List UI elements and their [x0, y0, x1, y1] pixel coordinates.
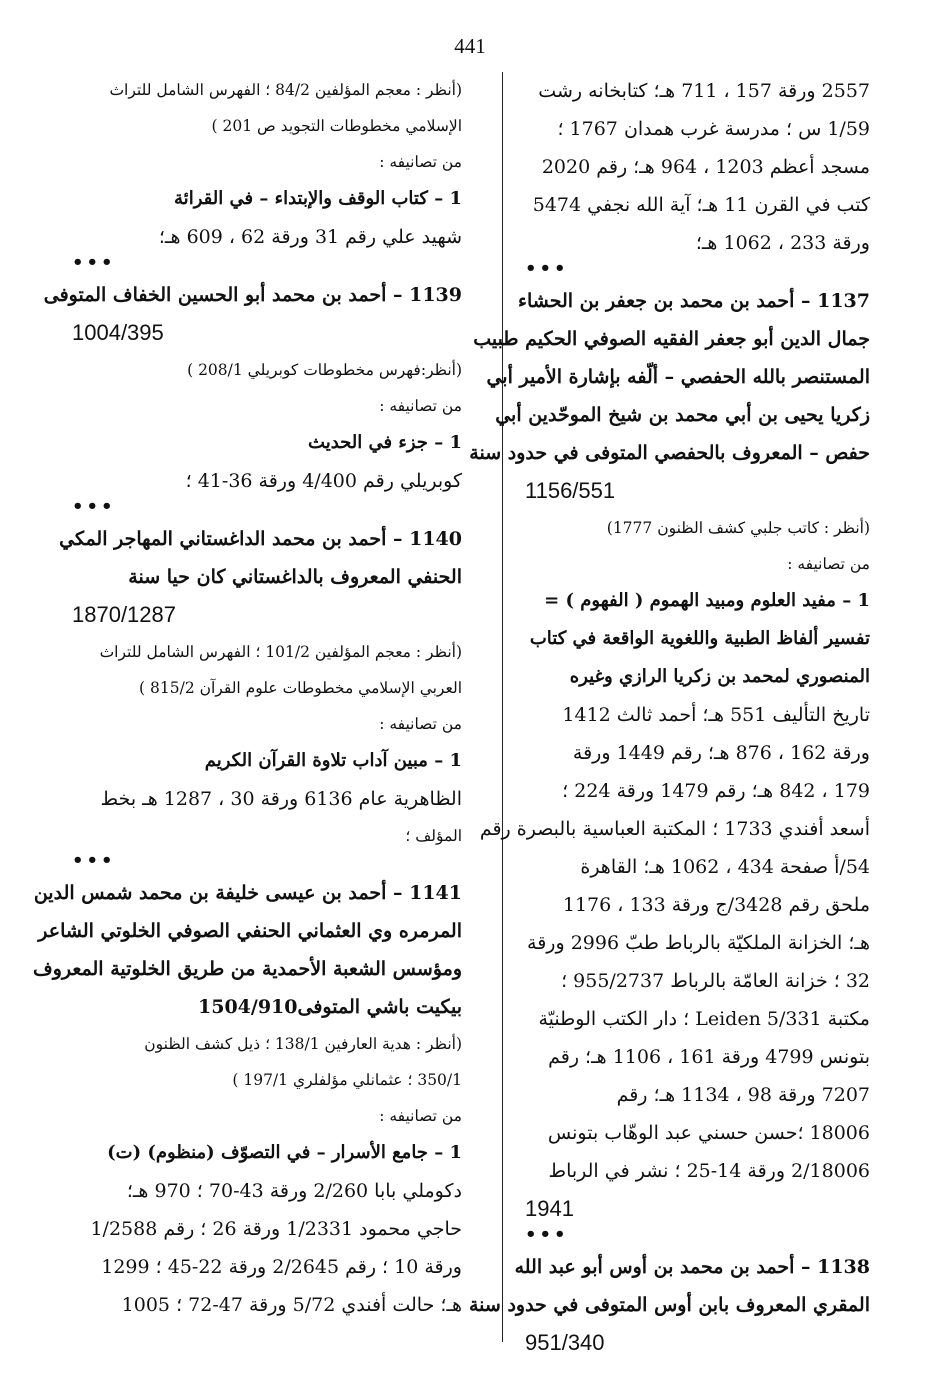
entry-heading-line: 1138 – أحمد بن محمد بن أوس أبو عبد الله [514, 1256, 870, 1278]
entry-heading-line: المرمره وي العثماني الحنفي الصوفي الخلوتي الشاعر [38, 920, 462, 942]
text-line: 1941 [525, 1196, 574, 1221]
text-line: مسجد أعظم 1203 ، 964 هـ؛ رقم 2020 [541, 156, 870, 178]
text-line: من تصانيفه : [787, 555, 870, 573]
text-line: (أنظر:فهرس مخطوطات كوبريلي 208/1 ) [187, 361, 462, 379]
text-line: الإسلامي مخطوطات التجويد ص 201 ) [211, 117, 462, 135]
entry-heading-line: حفص – المعروف بالحفصي المتوفى في حدود سنة [469, 442, 870, 464]
text-line: ملحق رقم 3428/ج ورقة 133 ، 1176 [562, 894, 870, 916]
work-title-line: المنصوري لمحمد بن زكريا الرازي وغيره [569, 666, 870, 687]
text-line: هـ؛ الخزانة الملكيّة بالرباط طبّ 2996 ورقة [527, 932, 870, 954]
entry-heading-line: الحنفي المعروف بالداغستاني كان حيا سنة [128, 566, 462, 588]
text-line: من تصانيفه : [379, 153, 462, 171]
column-divider [502, 72, 503, 1342]
text-line: 179 ، 842 هـ؛ رقم 1479 ورقة 224 ؛ [562, 780, 870, 802]
entry-heading-line: 1140 – أحمد بن محمد الداغستاني المهاجر المكي [59, 528, 462, 550]
text-line: الظاهرية عام 6136 ورقة 30 ، 1287 هـ بخط [100, 788, 462, 810]
entry-heading-line: المقري المعروف بابن أوس المتوفى في حدود سنة [468, 1294, 870, 1316]
entry-heading-line: بيكيت باشي المتوفى1504/910 [198, 996, 462, 1018]
text-line: ورقة 10 ؛ رقم 2/2645 ورقة 22-45 ؛ 1299 [101, 1256, 462, 1278]
section-separator: ••• [525, 1224, 569, 1245]
work-title-line: تفسير ألفاظ الطبية واللغوية الواقعة في كتاب [529, 628, 870, 649]
left-column [33, 72, 462, 1324]
text-line: 1870/1287 [72, 602, 176, 627]
text-line: شهيد علي رقم 31 ورقة 62 ، 609 هـ؛ [158, 226, 462, 248]
text-line: حاجي محمود 1/2331 ورقة 26 ؛ رقم 1/2588 [90, 1218, 462, 1240]
page-number: 441 [454, 34, 486, 58]
text-line: 54/أ صفحة 434 ، 1062 هـ؛ القاهرة [580, 856, 870, 878]
text-line: 1004/395 [72, 320, 164, 345]
section-separator: ••• [72, 252, 116, 273]
text-line: بتونس 4799 ورقة 161 ، 1106 هـ؛ رقم [548, 1046, 870, 1068]
text-line: (أنظر : معجم المؤلفين 84/2 ؛ الفهرس الشامل للتراث [109, 81, 462, 99]
text-line: تاريخ التأليف 551 هـ؛ أحمد ثالث 1412 [562, 704, 870, 726]
entry-heading-line: ومؤسس الشعبة الأحمدية من طريق الخلوتية المعروف [33, 958, 462, 980]
work-title-line: 1 – مفيد العلوم ومبيد الهموم ( الفهوم ) = [544, 590, 870, 611]
section-separator: ••• [525, 258, 569, 279]
entry-heading-line: 1139 – أحمد بن محمد أبو الحسين الخفاف المتوفى [43, 284, 462, 306]
text-line: ورقة 233 ، 1062 هـ؛ [695, 232, 870, 254]
text-line: 32 ؛ خزانة العامّة بالرباط 955/2737 ؛ [561, 970, 870, 992]
text-line: ورقة 162 ، 876 هـ؛ رقم 1449 ورقة [572, 742, 870, 764]
text-line: من تصانيفه : [379, 715, 462, 733]
right-column [468, 72, 870, 1362]
text-line: كتب في القرن 11 هـ؛ آية الله نجفي 5474 [532, 194, 870, 216]
entry-heading-line: المستنصر بالله الحفصي – ألّفه بإشارة الأمير أبي [486, 366, 870, 388]
work-title-line: 1 – جامع الأسرار – في التصوّف (منظوم) (ت) [107, 1142, 462, 1163]
text-line: العربي الإسلامي مخطوطات علوم القرآن 815/2 ) [139, 679, 462, 697]
work-title-line: 1 – كتاب الوقف والإبتداء – في القرائة [174, 188, 462, 209]
text-line: من تصانيفه : [379, 1107, 462, 1125]
text-line: من تصانيفه : [379, 397, 462, 415]
entry-heading-line: 1141 – أحمد بن عيسى خليفة بن محمد شمس الدين [33, 882, 462, 904]
text-line: 2/18006 ورقة 14-25 ؛ نشر في الرباط [548, 1160, 870, 1182]
entry-heading-line: 1137 – أحمد بن محمد بن جعفر بن الحشاء [518, 290, 870, 312]
text-line: 951/340 [525, 1330, 605, 1355]
text-line: كوبريلي رقم 4/400 ورقة 36-41 ؛ [185, 470, 462, 492]
section-separator: ••• [72, 850, 116, 871]
text-line: (أنظر : هدية العارفين 138/1 ؛ ذيل كشف الظنون [144, 1035, 462, 1053]
text-line: هـ؛ حالت أفندي 5/72 ورقة 47-72 ؛ 1005 [121, 1294, 462, 1316]
work-title-line: 1 – جزء في الحديث [308, 432, 462, 453]
entry-heading-line: زكريا يحيى بن أبي محمد بن شيخ الموحّدين أبي [495, 404, 870, 426]
work-title-line: 1 – مبين آداب تلاوة القرآن الكريم [204, 750, 462, 771]
text-line: 7207 ورقة 98 ، 1134 هـ؛ رقم [616, 1084, 870, 1106]
text-line: المؤلف ؛ [405, 827, 462, 845]
text-line: (أنظر : كاتب جلبي كشف الظنون 1777) [606, 519, 870, 537]
text-line: 1/59 س ؛ مدرسة غرب همدان 1767 ؛ [557, 118, 870, 140]
text-line: مكتبة Leiden 5/331 ؛ دار الكتب الوطنيّة [538, 1008, 870, 1030]
text-line: 2557 ورقة 157 ، 711 هـ؛ كتابخانه رشت [538, 80, 870, 102]
text-line: 350/1 ؛ عثمانلي مؤلفلري 197/1 ) [232, 1071, 462, 1089]
entry-heading-line: جمال الدين أبو جعفر الفقيه الصوفي الحكيم طبيب [473, 328, 870, 350]
text-line: دكوملي بابا 2/260 ورقة 43-70 ؛ 970 هـ؛ [126, 1180, 462, 1202]
text-line: 18006 ؛حسن حسني عبد الوهّاب بتونس [547, 1122, 870, 1144]
text-line: أسعد أفندي 1733 ؛ المكتبة العباسية بالبصرة رقم [479, 818, 870, 840]
section-separator: ••• [72, 496, 116, 517]
text-line: (أنظر : معجم المؤلفين 101/2 ؛ الفهرس الشامل للتراث [99, 643, 462, 661]
text-line: 1156/551 [525, 478, 616, 503]
